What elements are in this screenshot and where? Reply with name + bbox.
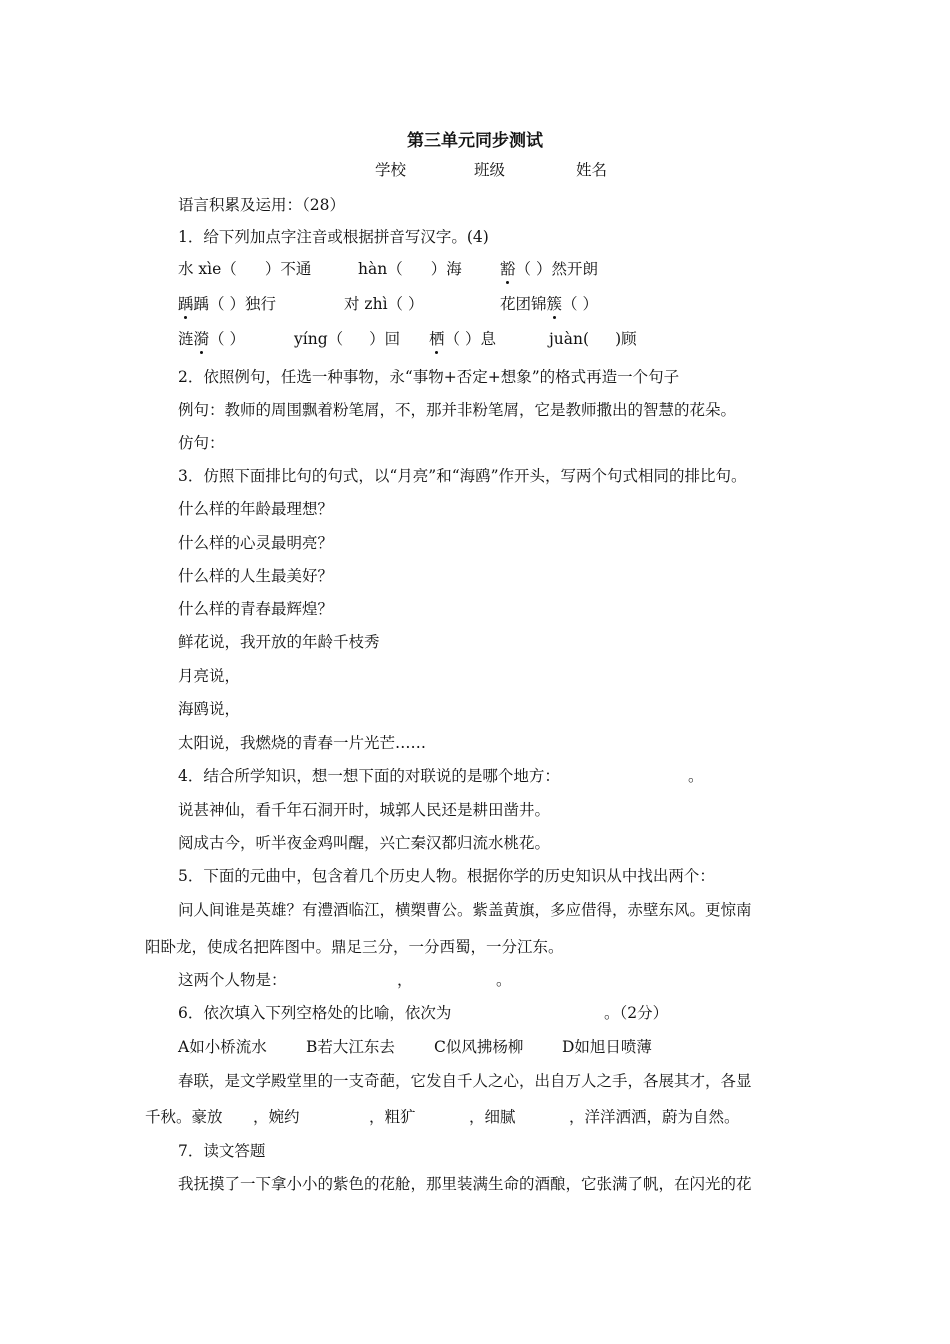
q3-line: 鲜花说，我开放的年龄千枝秀 [178,633,380,651]
q6-text-1: 春联，是文学殿堂里的一支奇葩，它发自千人之心，出自万人之手，各展其才，各显 [178,1072,752,1090]
q4-stem: 4．结合所学知识，想一想下面的对联说的是哪个地方： [178,767,560,785]
q6-stem-end: 。（2分） [604,1004,669,1022]
q6-option-a: A如小桥流水 [178,1038,267,1056]
q1-emphasis-dot: 豁 [500,260,516,278]
q5-text-2: 阳卧龙，使成名把阵图中。鼎足三分，一分西蜀，一分江东。 [145,938,564,956]
q5-stem: 5．下面的元曲中，包含着几个历史人物。根据你学的历史知识从中找出两个： [178,867,715,885]
q1-emphasis-dot: 漪 [193,330,210,348]
q7-stem: 7．读文答题 [178,1142,266,1160]
q3-line: 什么样的年龄最理想？ [178,500,334,518]
q6-option-d: D如旭日喷薄 [562,1038,652,1056]
q6-text-2d: ，细腻 [469,1108,516,1126]
q3-line: 月亮说， [178,667,241,685]
q3-line: 什么样的人生最美好？ [178,567,334,585]
q2-imitate: 仿句： [178,434,225,452]
q6-text-2e: ，洋洋洒洒，蔚为自然。 [569,1108,740,1126]
q2-stem: 2．依照例句，任选一种事物，永“事物+否定+想象”的格式再造一个句子 [178,368,680,386]
q5-answer-comma: ， [397,971,413,989]
q1-emphasis-dot: 簇 [546,295,563,313]
q5-answer-period: 。 [496,971,512,989]
q1-row1: 水 xìe（ ）不通 hàn（ ）海 豁（ ）然开朗 [178,260,598,278]
q1-stem: 1．给下列加点字注音或根据拼音写汉字。(4) [178,228,489,246]
header-class: 班级 [474,161,506,179]
header-name: 姓名 [576,161,608,179]
q6-option-c: C似风拂杨柳 [434,1038,524,1056]
q3-line: 什么样的青春最辉煌？ [178,600,334,618]
q5-answer-label: 这两个人物是： [178,971,287,989]
q4-couplet-2: 阅成古今，听半夜金鸡叫醒，兴亡秦汉都归流水桃花。 [178,834,551,852]
section-heading: 语言积累及运用：（28） [178,196,345,214]
q6-text-2c: ，粗犷 [369,1108,416,1126]
q4-couplet-1: 说甚神仙，看千年石洞开时，城郭人民还是耕田凿井。 [178,801,551,819]
page-title: 第三单元同步测试 [407,131,543,151]
q6-text-2b: ，婉约 [253,1108,300,1126]
header-school: 学校 [375,161,407,179]
q6-option-b: B若大江东去 [306,1038,395,1056]
q3-line: 海鸥说， [178,700,241,718]
q1-emphasis-dot: 踽 [178,295,194,313]
q6-stem: 6．依次填入下列空格处的比喻，依次为 [178,1004,452,1022]
q5-text-1: 问人间谁是英雄？有澧酒临江，横槊曹公。紫盖黄旗，多应借得，赤壁东风。更惊南 [178,901,752,919]
q3-line: 太阳说，我燃烧的青春一片光芒…… [178,734,427,752]
q7-text-1: 我抚摸了一下拿小小的紫色的花舱，那里装满生命的酒酿，它张满了帆，在闪光的花 [178,1175,752,1193]
q1-row2: 踽踽（ ）独行 对 zhì（ ） 花团锦簇（ ） [178,295,598,313]
q3-line: 什么样的心灵最明亮？ [178,534,334,552]
q6-text-2a: 千秋。豪放 [145,1108,223,1126]
q3-stem: 3．仿照下面排比句的句式，以“月亮”和“海鸥”作开头，写两个句式相同的排比句。 [178,467,747,485]
q1-emphasis-dot: 栖 [429,330,445,348]
q1-row3: 涟漪（ ） yíng（ ）回 栖（ ）息 juàn( )顾 [178,330,637,348]
q2-example: 例句：教师的周围飘着粉笔屑，不，那并非粉笔屑，它是教师撒出的智慧的花朵。 [178,401,737,419]
q4-stem-end: 。 [688,767,704,785]
